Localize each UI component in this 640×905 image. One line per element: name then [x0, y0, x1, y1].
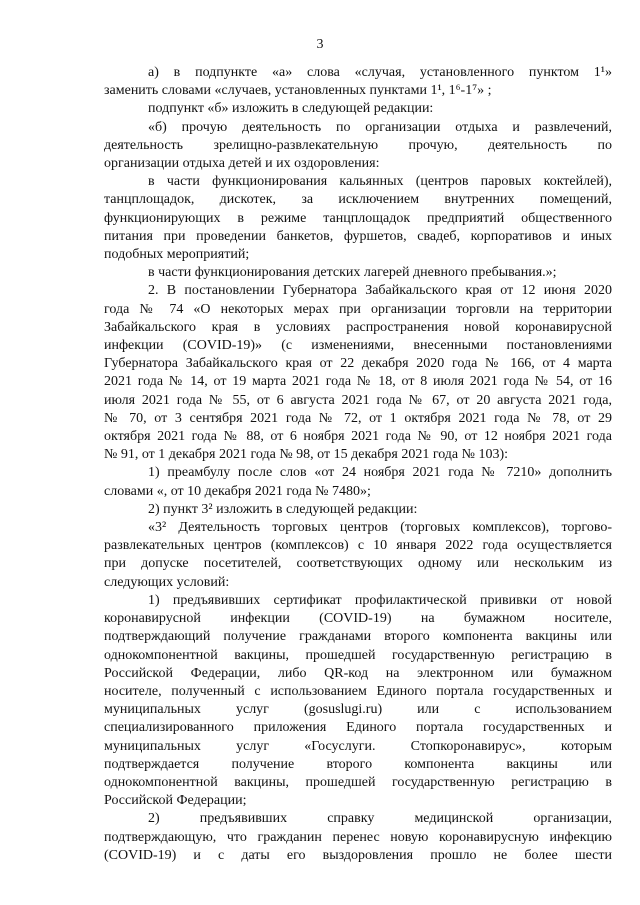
paragraph-10-line-3: подтверждающий получение гражданами второго компонента вакцины или	[104, 629, 612, 645]
paragraph-10-line-5: Российской Федерации, либо QR-код на электронном или бумажном	[104, 665, 612, 681]
paragraph-4-line-4: питания при проведении банкетов, фуршетов, свадеб, корпоративов и иных	[104, 228, 612, 244]
paragraph-9-line-1: «3² Деятельность торговых центров (торговых комплексов), торгово-	[148, 520, 612, 536]
paragraph-4-line-3: функционирующих в режиме танцплощадок предприятий общественного	[104, 210, 612, 226]
paragraph-6-line-6: 2021 года № 14, от 19 марта 2021 года № 18, от 8 июля 2021 года № 54, от 16	[104, 374, 612, 390]
paragraph-4-line-1: в части функционирования кальянных (центров паровых коктейлей),	[148, 174, 612, 190]
paragraph-6-line-10: № 91, от 1 декабря 2021 года № 98, от 15 декабря 2021 года № 103):	[104, 447, 509, 463]
paragraph-7-line-2: словами «, от 10 декабря 2021 года № 7480»;	[104, 483, 371, 499]
paragraph-6-line-3: Забайкальского края в условиях распространения новой коронавирусной	[104, 319, 612, 335]
paragraph-8-line-1: 2) пункт 3² изложить в следующей редакции:	[148, 501, 418, 517]
paragraph-2-line-1: подпункт «б» изложить в следующей редакции:	[148, 101, 434, 117]
page-number: 3	[316, 37, 324, 52]
paragraph-6-line-4: инфекции (COVID-19)» (с изменениями, внесенными постановлениями	[104, 338, 612, 354]
paragraph-9-line-4: следующих условий:	[104, 574, 230, 590]
paragraph-3-line-3: организации отдыха детей и их оздоровления:	[104, 156, 380, 172]
paragraph-9-line-2: развлекательных центров (комплексов) с 10 января 2022 года осуществляется	[104, 538, 612, 554]
paragraph-11-line-3: (COVID-19) и с даты его выздоровления прошло не более шести	[104, 847, 612, 863]
paragraph-10-line-9: муниципальных услуг «Госуслуги. Стопкоронавирус», которым	[104, 738, 612, 754]
paragraph-6-line-5: Губернатора Забайкальского края от 22 декабря 2020 года № 166, от 4 марта	[104, 356, 612, 372]
paragraph-10-line-6: носителе, полученный с использованием Единого портала государственных и	[104, 683, 612, 699]
paragraph-11-line-2: подтверждающую, что гражданин перенес новую коронавирусную инфекцию	[104, 829, 612, 845]
paragraph-10-line-2: коронавирусной инфекции (COVID-19) на бумажном носителе,	[104, 611, 612, 627]
document-body	[104, 64, 612, 865]
paragraph-10-line-7: муниципальных услуг (gosuslugi.ru) или с использованием	[104, 702, 612, 718]
paragraph-10-line-4: однокомпонентной вакцины, прошедшей государственную регистрацию в	[104, 647, 612, 663]
paragraph-3-line-2: деятельность зрелищно-развлекательную прочую, деятельность по	[104, 137, 612, 153]
paragraph-11-line-1: 2) предъявивших справку медицинской организации,	[148, 811, 612, 827]
paragraph-5-line-1: в части функционирования детских лагерей дневного пребывания.»;	[148, 265, 557, 281]
paragraph-7-line-1: 1) преамбулу после слов «от 24 ноября 2021 года № 7210» дополнить	[148, 465, 612, 481]
paragraph-10-line-12: Российской Федерации;	[104, 793, 247, 809]
paragraph-10-line-8: специализированного приложения Единого портала государственных и	[104, 720, 612, 736]
paragraph-6-line-7: июля 2021 года № 55, от 6 августа 2021 года № 67, от 20 августа 2021 года,	[104, 392, 612, 408]
paragraph-1-line-2: заменить словами «случаев, установленных пунктами 1¹, 1⁶-1⁷» ;	[104, 83, 492, 99]
paragraph-6-line-8: № 70, от 3 сентября 2021 года № 72, от 1 октября 2021 года № 78, от 29	[104, 410, 612, 426]
paragraph-10-line-1: 1) предъявивших сертификат профилактической прививки от новой	[148, 592, 612, 608]
paragraph-4-line-2: танцплощадок, дискотек, за исключением внутренних помещений,	[104, 192, 612, 208]
paragraph-10-line-11: однокомпонентной вакцины, прошедшей государственную регистрацию в	[104, 774, 612, 790]
paragraph-1-line-1: а) в подпункте «а» слова «случая, установленного пунктом 1¹»	[148, 65, 612, 80]
paragraph-6-line-1: 2. В постановлении Губернатора Забайкальского края от 12 июня 2020	[148, 283, 612, 299]
paragraph-6-line-2: года № 74 «О некоторых мерах при организации торговли на территории	[104, 301, 612, 317]
paragraph-10-line-10: подтверждается получение второго компонента вакцины или	[104, 756, 612, 772]
paragraph-9-line-3: при допуске посетителей, соответствующих одному или нескольким из	[104, 556, 612, 572]
paragraph-6-line-9: октября 2021 года № 88, от 6 ноября 2021 года № 90, от 12 ноября 2021 года	[104, 429, 612, 445]
paragraph-4-line-5: подобных мероприятий;	[104, 247, 250, 263]
paragraph-3-line-1: «б) прочую деятельность по организации отдыха и развлечений,	[148, 119, 612, 135]
